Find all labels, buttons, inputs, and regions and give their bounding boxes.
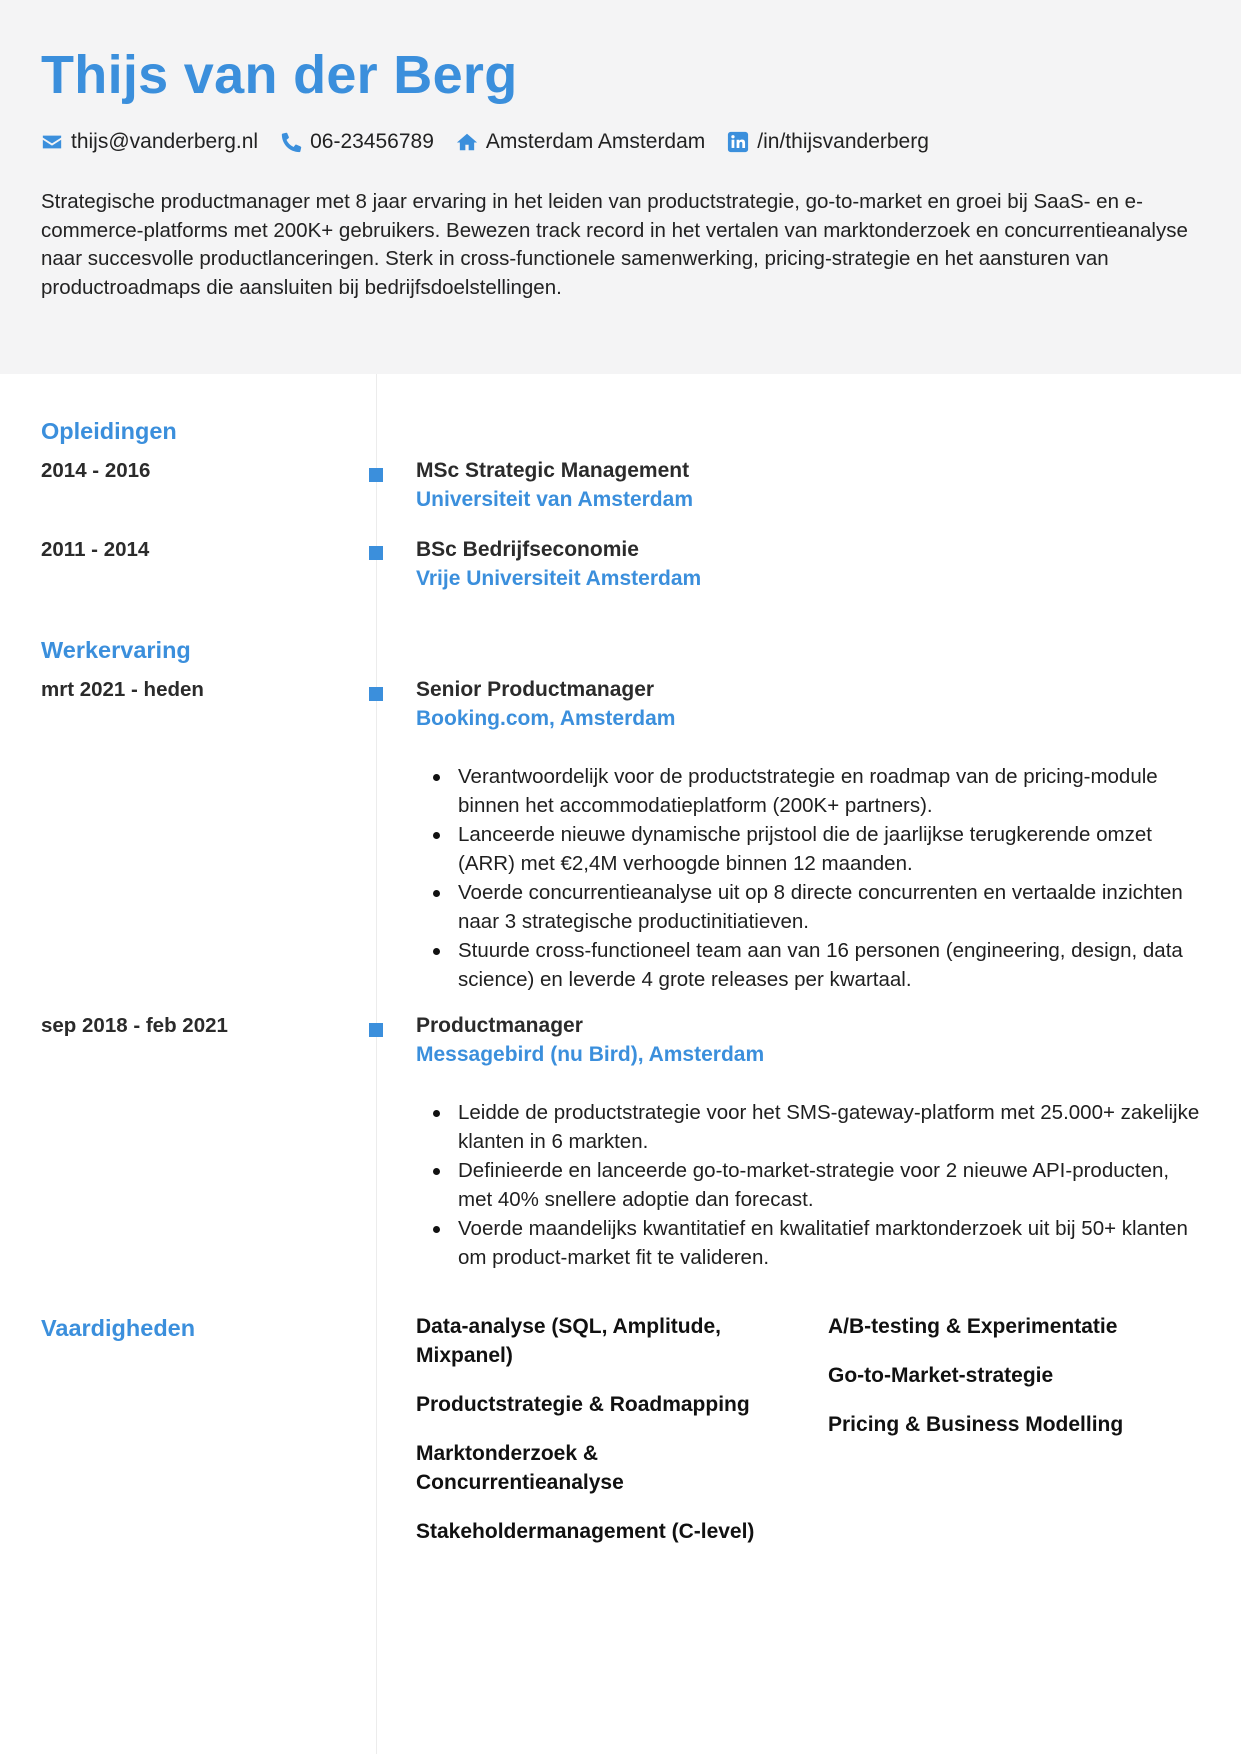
skill-item: Pricing & Business Modelling	[828, 1413, 1124, 1436]
section-title-skills: Vaardigheden	[41, 1315, 196, 1341]
achievement-list	[430, 762, 1205, 994]
contact-email[interactable]	[41, 130, 258, 154]
achievement-item: Voerde concurrentieanalyse uit op 8 directe concurrenten en vertaalde inzichten naar 3 strategische productinitiatieven.	[430, 878, 1205, 936]
entry-date: 2011 - 2014	[41, 538, 150, 561]
skill-item: Productstrategie & Roadmapping	[416, 1393, 750, 1416]
achievement-item: Leidde de productstrategie voor het SMS-gateway-platform met 25.000+ zakelijke klanten in 6 markten.	[430, 1098, 1205, 1156]
linkedin-text: /in/thijsvanderberg	[757, 130, 929, 153]
skill-item: Data-analyse (SQL, Amplitude, Mixpanel)	[416, 1315, 721, 1367]
achievement-item: Stuurde cross-functioneel team aan van 16 personen (engineering, design, data science) en leverde 4 grote releases per kwartaal.	[430, 936, 1205, 994]
timeline-marker	[369, 1023, 383, 1037]
profile-summary: Strategische productmanager met 8 jaar ervaring in het leiden van productstrategie, go-to-market en groei bij SaaS- en e-commerce-platforms met 200K+ gebruikers. Bewezen track record in het vertalen van marktonderzoek en concurrentieanalyse naar succesvolle productlanceringen. Sterk in cross-functionele samenwerking, pricing-strategie en het aansturen van productroadmaps die aansluiten bij bedrijfsdoelstellingen.	[41, 190, 1188, 299]
phone-text: 06-23456789	[310, 130, 434, 153]
entry-date: 2014 - 2016	[41, 459, 151, 482]
entry-date: sep 2018 - feb 2021	[41, 1014, 228, 1037]
contact-phone[interactable]	[280, 130, 434, 154]
entry-institution: Vrije Universiteit Amsterdam	[416, 567, 702, 590]
entry-role: Senior Productmanager	[416, 678, 655, 701]
skill-item: Go-to-Market-strategie	[828, 1364, 1054, 1387]
skill-item: A/B-testing & Experimentatie	[828, 1315, 1118, 1338]
contact-linkedin[interactable]	[727, 130, 929, 154]
section-title-experience: Werkervaring	[41, 637, 191, 663]
envelope-icon	[41, 131, 63, 153]
skill-item: Marktonderzoek & Concurrentieanalyse	[416, 1442, 624, 1494]
contact-location	[456, 130, 705, 154]
entry-date: mrt 2021 - heden	[41, 678, 204, 701]
timeline-marker	[369, 468, 383, 482]
column-divider	[376, 374, 377, 1754]
achievement-list	[430, 1098, 1205, 1272]
achievement-item: Lanceerde nieuwe dynamische prijstool die de jaarlijkse terugkerende omzet (ARR) met €2,4M verhoogde binnen 12 maanden.	[430, 820, 1205, 878]
entry-role: Productmanager	[416, 1014, 583, 1037]
contact-row	[41, 128, 951, 156]
entry-company: Messagebird (nu Bird), Amsterdam	[416, 1043, 765, 1066]
entry-institution: Universiteit van Amsterdam	[416, 488, 693, 511]
skill-item: Stakeholdermanagement (C-level)	[416, 1520, 755, 1543]
home-icon	[456, 131, 478, 153]
timeline-marker	[369, 687, 383, 701]
header-panel	[0, 0, 1241, 374]
phone-icon	[280, 131, 302, 153]
entry-company: Booking.com, Amsterdam	[416, 707, 676, 730]
timeline-marker	[369, 546, 383, 560]
candidate-name: Thijs van der Berg	[41, 45, 518, 105]
achievement-item: Definieerde en lanceerde go-to-market-strategie voor 2 nieuwe API-producten, met 40% snellere adoptie dan forecast.	[430, 1156, 1205, 1214]
linkedin-icon	[727, 131, 749, 153]
entry-degree: BSc Bedrijfseconomie	[416, 538, 639, 561]
section-title-education: Opleidingen	[41, 418, 177, 444]
achievement-item: Verantwoordelijk voor de productstrategie en roadmap van de pricing-module binnen het accommodatieplatform (200K+ partners).	[430, 762, 1205, 820]
achievement-item: Voerde maandelijks kwantitatief en kwalitatief marktonderzoek uit bij 50+ klanten om product-market fit te valideren.	[430, 1214, 1205, 1272]
location-text: Amsterdam Amsterdam	[485, 130, 706, 153]
entry-degree: MSc Strategic Management	[416, 459, 690, 482]
email-text: thijs@vanderberg.nl	[71, 130, 259, 153]
